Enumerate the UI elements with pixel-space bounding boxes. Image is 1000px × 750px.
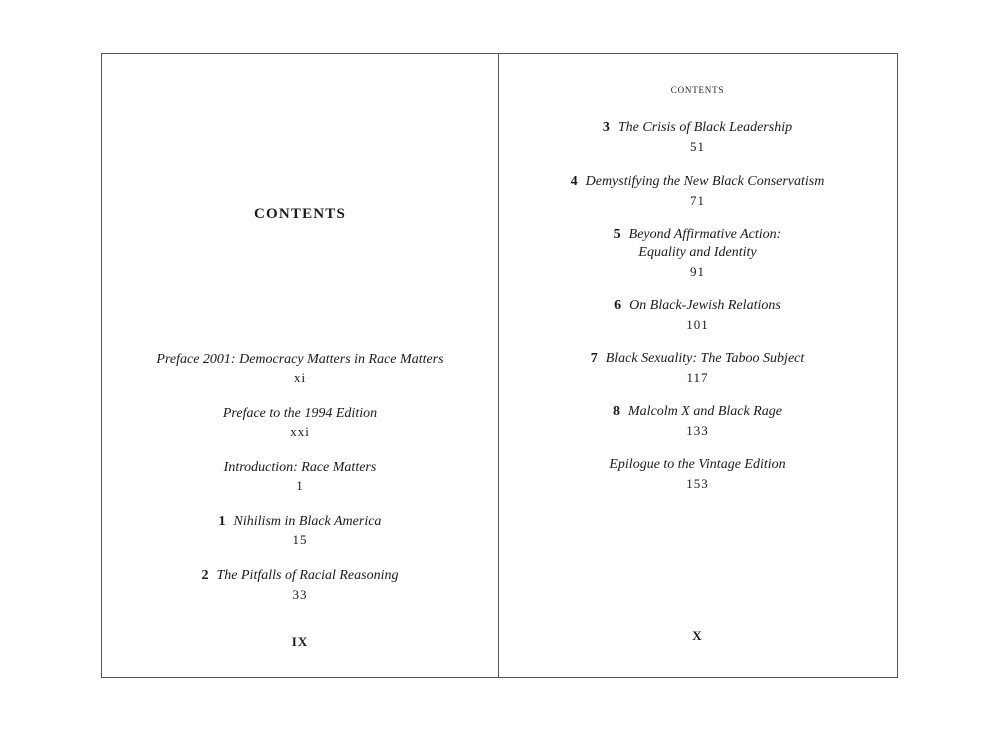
- chapter-number: 8: [613, 404, 621, 419]
- page-folio: X: [692, 628, 703, 643]
- toc-entry-page: xxi: [290, 424, 310, 439]
- book-spread: [101, 53, 898, 678]
- toc-entry-page: 33: [292, 587, 308, 602]
- toc-entry-text: Beyond Affirmative Action:: [628, 227, 782, 242]
- chapter-number: 5: [613, 227, 621, 242]
- toc-entry-text: Preface to the 1994 Edition: [222, 406, 378, 421]
- toc-entry-title: [102, 566, 498, 585]
- toc-entry-title: [498, 172, 897, 191]
- chapter-number: 1: [218, 514, 226, 529]
- toc-entry-title: [102, 404, 498, 423]
- toc-entry-title: [498, 455, 897, 474]
- toc-entry-text: Black Sexuality: The Taboo Subject: [605, 351, 805, 366]
- toc-entry-title: [102, 458, 498, 477]
- chapter-number: 3: [602, 120, 610, 135]
- toc-entry-page: 101: [686, 317, 709, 332]
- contents-heading: CONTENTS: [253, 206, 347, 222]
- toc-entry-text: Introduction: Race Matters: [223, 460, 377, 475]
- toc-entry-page: 71: [690, 193, 705, 208]
- toc-entry-text: On Black-Jewish Relations: [629, 298, 781, 313]
- toc-entry-text: Malcolm X and Black Rage: [628, 404, 782, 419]
- right-page: [498, 54, 897, 677]
- toc-entry-text: Nihilism in Black America: [233, 514, 382, 529]
- toc-entry-text: Preface 2001: Democracy Matters in Race Matters: [156, 352, 444, 367]
- toc-entry-title: [498, 349, 897, 368]
- toc-entry-page: 153: [686, 476, 709, 491]
- toc-entry-text: Epilogue to the Vintage Edition: [609, 457, 786, 472]
- toc-entry-page: 15: [292, 532, 308, 547]
- left-page: [102, 54, 499, 677]
- toc-entry-title: [498, 296, 897, 315]
- toc-entry-subtitle: Equality and Identity: [638, 245, 757, 260]
- chapter-number: 7: [590, 351, 598, 366]
- toc-entry-page: 133: [686, 423, 709, 438]
- toc-entry-page: 91: [690, 264, 705, 279]
- toc-entry-page: 117: [686, 370, 709, 385]
- toc-entry-text: Demystifying the New Black Conservatism: [585, 174, 825, 189]
- chapter-number: 6: [614, 298, 622, 313]
- toc-entry-title: [102, 350, 498, 369]
- toc-entry-page: 1: [296, 478, 304, 493]
- running-head: CONTENTS: [670, 85, 725, 95]
- toc-entry-page: xi: [293, 370, 307, 385]
- toc-entry-page: 51: [690, 139, 705, 154]
- toc-entry-title: [498, 402, 897, 421]
- toc-entry-text: The Crisis of Black Leadership: [617, 120, 793, 135]
- toc-entry-title: [102, 512, 498, 531]
- toc-entry-title: [498, 225, 897, 244]
- chapter-number: 4: [570, 174, 578, 189]
- toc-entry-text: The Pitfalls of Racial Reasoning: [216, 568, 399, 583]
- chapter-number: 2: [201, 568, 209, 583]
- toc-entry-title: [498, 118, 897, 137]
- page-folio: IX: [291, 634, 309, 649]
